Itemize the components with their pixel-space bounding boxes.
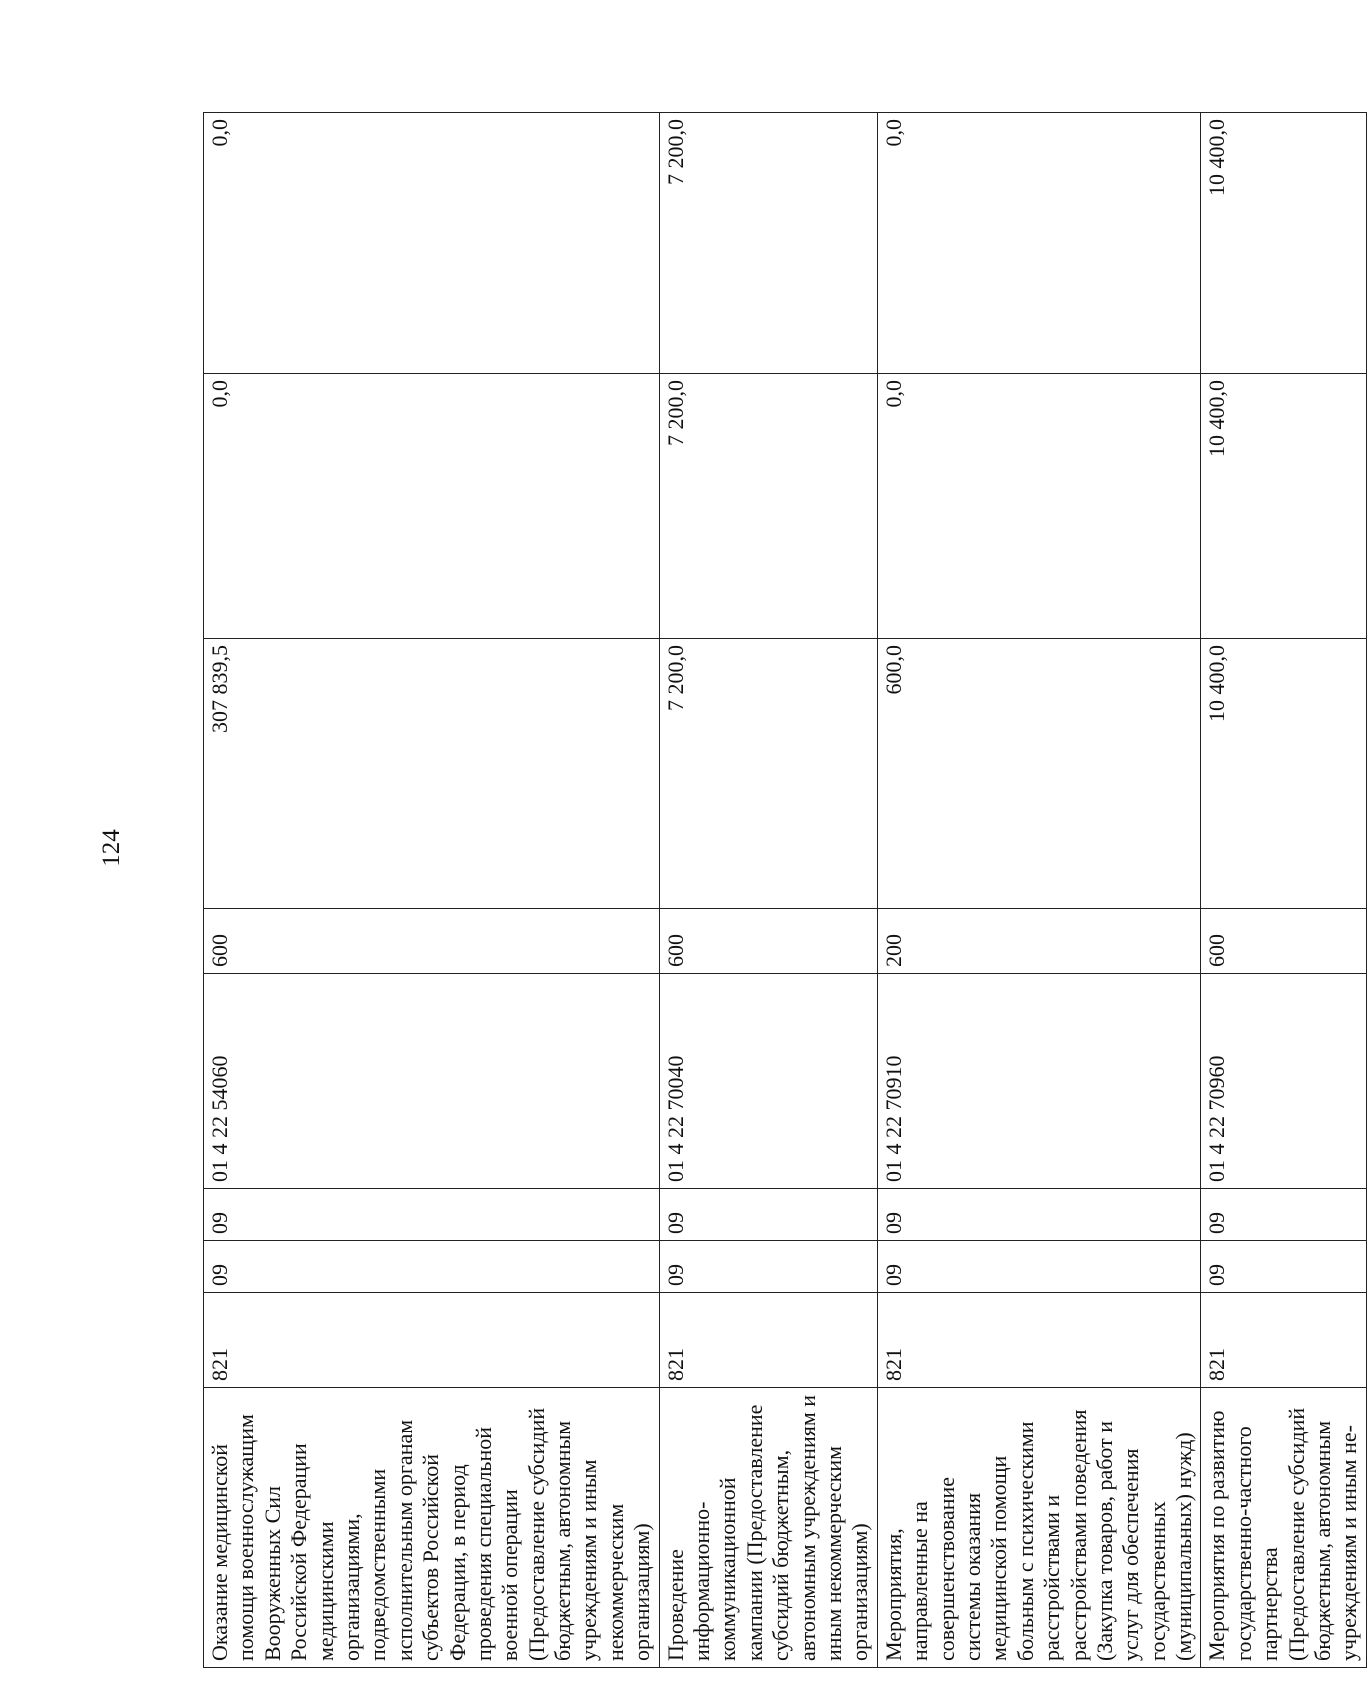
amount-cell-2: 0,0 [204, 374, 660, 639]
expense-type-cell: 600 [659, 909, 877, 974]
amount-cell-3: 0,0 [877, 113, 1201, 374]
ministry-code-cell: 821 [204, 1293, 660, 1388]
table-row [204, 113, 660, 1668]
subsection-code-cell: 09 [877, 1189, 1201, 1241]
expense-type-cell: 200 [877, 909, 1201, 974]
expense-name-cell: Оказание медицинской помощи военнослужащим Вооруженных Сил Российской Федерации медицинскими организациями, подведомственными исполнительным органам субъектов Российской Федерации, в период проведения специальной военной операции (Предоставление субсидий бюджетным, автономным учреждениям и иным некоммерческим организациям) [204, 1388, 660, 1668]
ministry-code-cell: 821 [659, 1293, 877, 1388]
amount-cell-3: 10 400,0 [1201, 113, 1366, 374]
section-code-cell: 09 [659, 1241, 877, 1293]
table-row [877, 113, 1201, 1668]
expense-name-cell: Мероприятия по развитию государственно-частного партнерства (Предоставление субсидий бюджетным, автономным учреждениям и иным не- [1201, 1388, 1366, 1668]
subsection-code-cell: 09 [1201, 1189, 1366, 1241]
rotated-table-area [203, 113, 1362, 1668]
section-code-cell: 09 [877, 1241, 1201, 1293]
expense-name-cell: Мероприятия, направленные на совершенствование системы оказания медицинской помощи больным с психическими расстройствами и расстройствами поведения (Закупка товаров, работ и услуг для обеспечения государственных (муниципальных) нужд) [877, 1388, 1201, 1668]
ministry-code-cell: 821 [1201, 1293, 1366, 1388]
expense-type-cell: 600 [204, 909, 660, 974]
amount-cell-2: 10 400,0 [1201, 374, 1366, 639]
expense-type-cell: 600 [1201, 909, 1366, 974]
budget-table [203, 112, 1367, 1668]
budget-table-container [203, 113, 1362, 1668]
target-article-cell: 01 4 22 70960 [1201, 974, 1366, 1189]
table-row [659, 113, 877, 1668]
amount-cell-2: 0,0 [877, 374, 1201, 639]
amount-cell-3: 7 200,0 [659, 113, 877, 374]
target-article-cell: 01 4 22 70040 [659, 974, 877, 1189]
subsection-code-cell: 09 [659, 1189, 877, 1241]
amount-cell-1: 10 400,0 [1201, 639, 1366, 909]
amount-cell-3: 0,0 [204, 113, 660, 374]
target-article-cell: 01 4 22 54060 [204, 974, 660, 1189]
ministry-code-cell: 821 [877, 1293, 1201, 1388]
section-code-cell: 09 [204, 1241, 660, 1293]
target-article-cell: 01 4 22 70910 [877, 974, 1201, 1189]
amount-cell-1: 307 839,5 [204, 639, 660, 909]
table-row [1201, 113, 1366, 1668]
expense-name-cell: Проведение информационно-коммуникационной кампании (Предоставление субсидий бюджетным, автономным учреждениям и иным некоммерческим организациям) [659, 1388, 877, 1668]
amount-cell-1: 600,0 [877, 639, 1201, 909]
page-number: 124 [98, 829, 125, 867]
amount-cell-1: 7 200,0 [659, 639, 877, 909]
subsection-code-cell: 09 [204, 1189, 660, 1241]
amount-cell-2: 7 200,0 [659, 374, 877, 639]
section-code-cell: 09 [1201, 1241, 1366, 1293]
